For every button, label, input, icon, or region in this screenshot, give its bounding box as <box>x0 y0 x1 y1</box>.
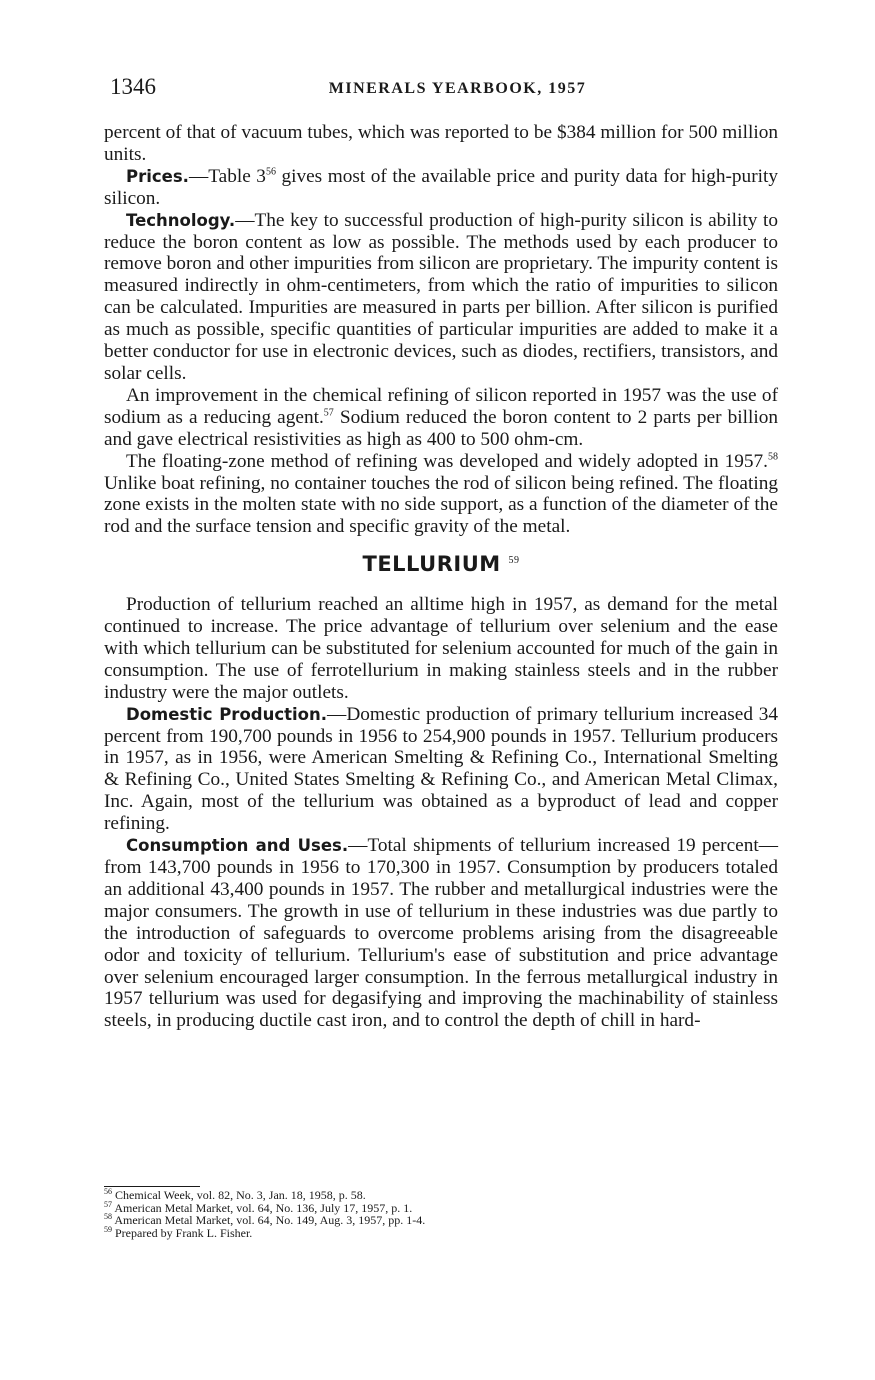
improvement-text-b: Sodium reduced the boron content to 2 parts per billion and gave electrical resistivities as high as 400 to 500 ohm-cm. <box>104 406 778 450</box>
footnote-text: American Metal Market, vol. 64, No. 149, Aug. 3, 1957, pp. 1-4. <box>114 1213 426 1227</box>
footnote-number: 57 <box>104 1199 112 1209</box>
page-number: 1346 <box>110 74 156 99</box>
running-title: MINERALS YEARBOOK, 1957 <box>328 80 587 97</box>
run-in-heading-technology: Technology. <box>126 210 236 230</box>
footnote-rule <box>104 1186 200 1187</box>
improvement-text-a: An improvement in the chemical refining of silicon reported in 1957 was the use of sodium as a reducing agent. <box>104 384 778 428</box>
footnote-number: 59 <box>104 1224 112 1234</box>
footnote-number: 56 <box>104 1187 112 1196</box>
page-header <box>110 74 775 104</box>
technology-text: —The key to successful production of high-purity silicon is ability to reduce the boron content as low as possible. The methods used by each producer to remove boron and other impurities from silicon are proprietary. The impurity content is measured indirectly in ohm-centimeters, from which the ratio of impurities to silicon can be calculated. Impurities are measured in parts per billion. After silicon is purified as much as possible, specific quantities of particular impurities are added to make it a better conductor for use in electronic devices, such as diodes, rectifiers, transistors, and solar cells. <box>104 209 778 384</box>
footnote-59 <box>104 1224 778 1240</box>
paragraph-tellurium-intro: Production of tellurium reached an alltime high in 1957, as demand for the metal continued to increase. The price advantage of tellurium over selenium and the ease with which tellurium can be substituted for selenium accounted for much of the gain in consumption. The use of ferrotellurium in making stainless steels and in the rubber industry were the major outlets. <box>104 594 778 703</box>
footnotes <box>104 1186 778 1239</box>
run-in-heading-prices: Prices. <box>126 166 189 186</box>
consumption-text: —Total shipments of tellurium increased 19 percent—from 143,700 pounds in 1956 to 170,300 in 1957. Consumption by producers totaled an additional 43,400 pounds in 1957. The rubber and metallurgical industries were the major consumers. The growth in use of tellurium in these industries was due partly to the introduction of safeguards to overcome problems arising from the disagreeable odor and toxicity of tellurium. Tellurium's ease of substitution and price advantage over selenium encouraged larger consumption. In the ferrous metallurgical industry in 1957 tellurium was used for degasifying and improving the machinability of stainless steels, in producing ductile cast iron, and to control the depth of chill in hard- <box>104 835 778 1032</box>
floating-zone-text-a: The floating-zone method of refining was developed and widely adopted in 1957. <box>126 450 768 472</box>
floating-zone-text-b: Unlike boat refining, no container touches the rod of silicon being refined. The floating zone exists in the molten state with no side support, as a function of the diameter of the rod and the surface tension and specific gravity of the metal. <box>104 472 778 538</box>
section-heading-tellurium <box>104 554 778 576</box>
footnote-text: Prepared by Frank L. Fisher. <box>115 1225 253 1240</box>
section-heading-text: TELLURIUM <box>362 552 501 577</box>
paragraph-consumption <box>104 835 778 1032</box>
body-text <box>104 122 778 1032</box>
paragraph-domestic-production <box>104 704 778 835</box>
footnote-text: Chemical Week, vol. 82, No. 3, Jan. 18, 1958, p. 58. <box>115 1188 366 1202</box>
domestic-production-text: —Domestic production of primary tellurium increased 34 percent from 190,700 pounds in 1956 to 254,900 pounds in 1957. Tellurium producers in 1957, as in 1956, were American Smelting & Refining Co., International Smelting & Refining Co., United States Smelting & Refining Co., and American Metal Climax, Inc. Again, most of the tellurium was obtained as a byproduct of lead and copper refining. <box>104 703 779 835</box>
footnote-text: American Metal Market, vol. 64, No. 136, July 17, 1957, p. 1. <box>114 1200 413 1215</box>
footnote-ref-59: 59 <box>508 555 520 567</box>
prices-text-b: gives most of the available price and purity data for high-purity silicon. <box>104 165 778 209</box>
paragraph-continuation: percent of that of vacuum tubes, which was reported to be $384 million for 500 million units. <box>104 122 778 165</box>
footnote-ref-57: 57 <box>323 407 334 419</box>
paragraph-floating-zone <box>104 451 778 539</box>
paragraph-technology <box>104 210 778 385</box>
footnote-ref-56: 56 <box>265 166 276 178</box>
footnote-ref-58: 58 <box>768 451 778 463</box>
run-in-heading-consumption: Consumption and Uses. <box>126 836 349 856</box>
footnote-number: 58 <box>104 1212 112 1221</box>
run-in-heading-domestic-production: Domestic Production. <box>126 704 328 724</box>
paragraph-improvement <box>104 385 778 451</box>
prices-text-a: —Table 3 <box>188 165 266 187</box>
paragraph-prices <box>104 166 778 210</box>
